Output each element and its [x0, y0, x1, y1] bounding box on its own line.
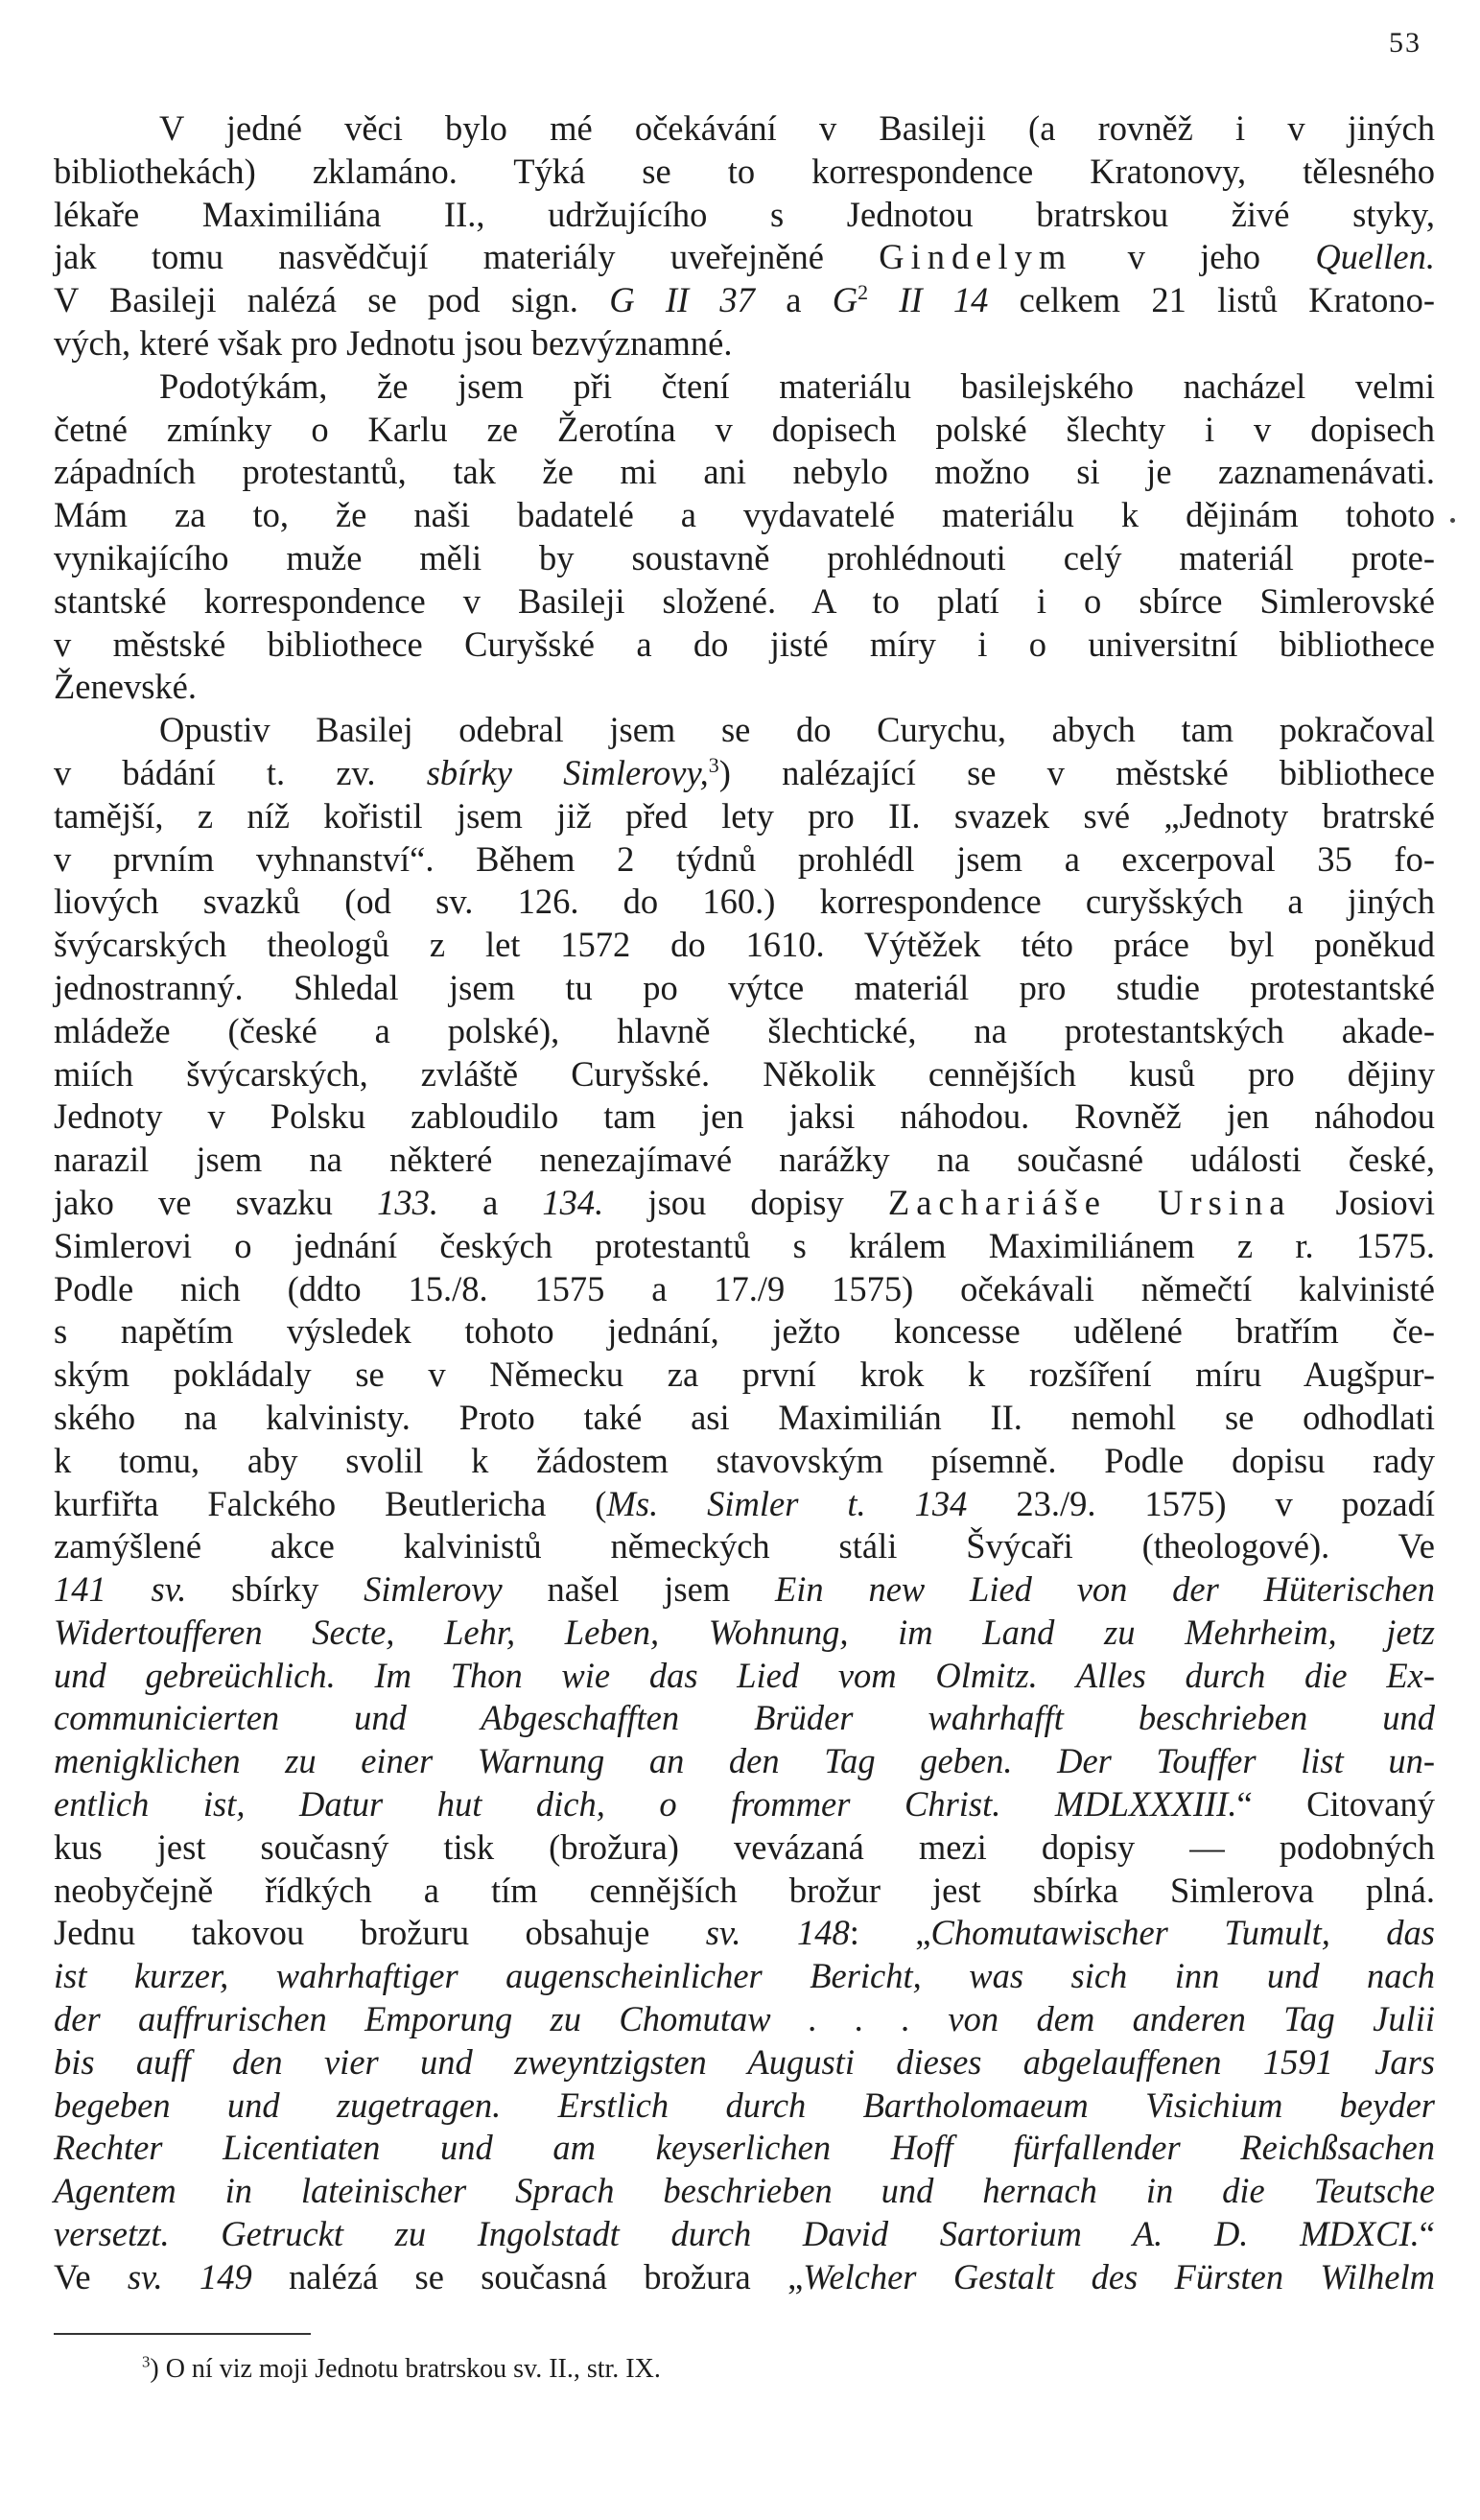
text-run: neobyčejně řídkých a tím cennějších brožur jest sbírka Simlerova plná. — [54, 1870, 1435, 1910]
text-run: Rechter Licentiaten und am keyserlichen Hoff fürfallender Reichßsachen — [54, 2128, 1435, 2168]
text-line — [54, 666, 1435, 709]
text-run: bibliothekách) zklamáno. Týká se to korrespondence Kratonovy, tělesného — [54, 151, 1435, 191]
text-line — [54, 1354, 1435, 1397]
text-line — [54, 1612, 1435, 1655]
text-line — [54, 107, 1435, 151]
text-line — [54, 624, 1435, 667]
text-line — [54, 2213, 1435, 2256]
text-line — [54, 1912, 1435, 1955]
text-line — [54, 409, 1435, 452]
text-run: G — [832, 280, 858, 320]
text-run: jak tomu nasvědčují materiály uveřejněné — [54, 237, 880, 277]
text-line — [54, 1525, 1435, 1568]
text-run: k tomu, aby svolil k žádostem stavovským písemně. Podle dopisu rady — [54, 1440, 1435, 1480]
body-text — [54, 107, 1435, 2299]
page-number: 53 — [1389, 27, 1421, 59]
text-run: ským pokládaly se v Německu za první krok k rozšíření míru Augšpur- — [54, 1354, 1435, 1395]
text-run: mládeže (české a polské), hlavně šlechtické, na protestantských akade- — [54, 1010, 1435, 1050]
text-line — [54, 1268, 1435, 1311]
text-line — [54, 967, 1435, 1010]
text-line — [54, 279, 1435, 322]
text-line — [54, 795, 1435, 838]
text-run: Simlerovy — [364, 1569, 503, 1610]
text-run: západních protestantů, tak že mi ani nebylo možno si je zaznamenávati. — [54, 452, 1435, 492]
text-run: Agentem in lateinischer Sprach beschrieben und hernach in die Teutsche — [54, 2171, 1435, 2211]
text-line — [54, 322, 1435, 365]
text-run: nalézá se současná brožura „ — [251, 2256, 804, 2296]
text-line — [54, 2127, 1435, 2170]
footnote-text: ) O ní viz moji Jednotu bratrskou sv. II., str. IX. — [150, 2354, 661, 2384]
text-run: jako ve svazku — [54, 1182, 378, 1222]
text-line — [54, 2041, 1435, 2084]
text-run: Ms. Simler t. 134 — [606, 1483, 968, 1523]
text-run: vých, které však pro Jednotu jsou bezvýznamné. — [54, 322, 733, 363]
text-line — [54, 1440, 1435, 1483]
text-line — [54, 1568, 1435, 1612]
text-line — [54, 1870, 1435, 1913]
text-run: Podle nich (ddto 15./8. 1575 a 17./9 1575) očekávali němečtí kalvinisté — [54, 1268, 1435, 1308]
text-run: vynikajícího muže měli by soustavně prohlédnouti celý materiál prote- — [54, 537, 1435, 577]
text-line — [54, 709, 1435, 752]
text-line — [54, 924, 1435, 967]
text-run: 134. — [542, 1182, 604, 1222]
text-run: v prvním vyhnanství“. Během 2 týdnů prohlédl jsem a excerpoval 35 fo- — [54, 838, 1435, 879]
text-run: narazil jsem na některé nenezajímavé narážky na současné události české, — [54, 1140, 1435, 1180]
text-run: Mám za to, že naši badatelé a vydavatelé materiálu k dějinám tohoto — [54, 495, 1435, 535]
footnote — [142, 2352, 661, 2387]
text-run: jednostranný. Shledal jsem tu po výtce materiál pro studie protestantské — [54, 967, 1435, 1007]
text-run: 141 sv. — [54, 1569, 187, 1610]
text-line — [54, 236, 1435, 279]
text-run: 23./9. 1575) v pozadí — [967, 1483, 1436, 1523]
text-line — [54, 1053, 1435, 1096]
text-run: zamýšlené akce kalvinistů německých stáli Švýcaři (theologové). Ve — [54, 1526, 1435, 1566]
text-run: : „ — [849, 1913, 931, 1953]
text-run: communicierten und Abgeschafften Brüder wahrhafft beschrieben und — [54, 1698, 1435, 1738]
text-run: Ein new Lied von der Hüterischen — [775, 1569, 1435, 1610]
text-line — [54, 1010, 1435, 1053]
text-run: “ Citovaný — [1236, 1784, 1435, 1825]
text-run: V jedné věci bylo mé očekávání v Basileji (a rovněž i v jiných — [159, 108, 1435, 148]
text-line — [54, 1483, 1435, 1526]
text-run: sv. 148 — [705, 1913, 850, 1953]
text-line — [54, 838, 1435, 882]
text-line — [54, 580, 1435, 624]
text-run: menigklichen zu einer Warnung an den Tag geben. Der Touffer list un- — [54, 1741, 1435, 1781]
text-run: v městské bibliothece Curyšské a do jisté míry i o universitní bibliothece — [54, 624, 1435, 664]
text-run: kurfiřta Falckého Beutlericha ( — [54, 1483, 607, 1523]
text-line — [54, 2084, 1435, 2128]
text-run: Quellen. — [1315, 237, 1435, 277]
text-run: Opustiv Basilej odebral jsem se do Curychu, abych tam pokračoval — [159, 710, 1435, 750]
text-run: bis auff den vier und zweyntzigsten Augusti dieses abgelauffenen 1591 Jars — [54, 2041, 1435, 2082]
text-run: Widertoufferen Secte, Lehr, Leben, Wohnung, im Land zu Mehrheim, jetz — [54, 1612, 1435, 1652]
text-run: liových svazků (od sv. 126. do 160.) korrespondence curyšských a jiných — [54, 882, 1435, 922]
text-run: v bádání t. zv. — [54, 752, 427, 792]
text-line — [54, 2170, 1435, 2213]
text-run: lékaře Maximiliána II., udržujícího s Jednotou bratrskou živé styky, — [54, 194, 1435, 234]
text-line — [54, 1310, 1435, 1354]
text-line — [54, 752, 1435, 795]
text-line — [54, 1139, 1435, 1182]
paragraph — [54, 709, 1435, 2298]
text-run: sbírky — [186, 1569, 364, 1610]
text-run: G II 37 — [609, 280, 755, 320]
text-run: sbírky Simlerovy, — [426, 752, 709, 792]
text-run: versetzt. Getruckt zu Ingolstadt durch David Sartorium A. D. MDXCI. — [54, 2214, 1420, 2254]
text-run: kus jest současný tisk (brožura) vevázaná mezi dopisy — podobných — [54, 1826, 1435, 1867]
text-run: četné zmínky o Karlu ze Žerotína v dopisech polské šlechty i v dopisech — [54, 409, 1435, 449]
text-run: Ženevské. — [54, 667, 197, 707]
text-run: našel jsem — [502, 1569, 775, 1610]
text-run: Welcher Gestalt des Fürsten Wilhelm — [803, 2256, 1435, 2296]
text-line — [54, 1182, 1435, 1225]
text-line — [54, 1095, 1435, 1139]
text-run: ) nalézající se v městské bibliothece — [718, 752, 1435, 792]
text-run: 2 — [857, 280, 869, 305]
text-run: V Basileji nalézá se pod sign. — [54, 280, 610, 320]
text-run: entlich ist, Datur hut dich, o frommer Christ. MDLXXXIII. — [54, 1784, 1237, 1825]
text-run: II 14 — [868, 280, 989, 320]
text-line — [54, 881, 1435, 924]
text-run: a — [437, 1182, 543, 1222]
text-run: s napětím výsledek tohoto jednání, ježto koncesse udělené bratřím če- — [54, 1311, 1435, 1352]
text-line — [54, 451, 1435, 494]
text-run: sv. 149 — [127, 2256, 252, 2296]
text-line — [54, 2256, 1435, 2299]
text-line — [54, 1826, 1435, 1870]
text-run: stantské korrespondence v Basileji složené. A to platí i o sbírce Simlerovské — [54, 580, 1435, 621]
text-run: a — [754, 280, 833, 320]
text-run: 3 — [708, 752, 719, 777]
text-run: “ — [1419, 2214, 1435, 2254]
text-run: Jednu takovou brožuru obsahuje — [54, 1913, 706, 1953]
text-run: Gindelym — [879, 237, 1073, 277]
footnote-rule — [54, 2333, 311, 2335]
text-run: jsou dopisy — [603, 1182, 888, 1222]
text-line — [54, 1655, 1435, 1698]
text-run: Chomutawischer Tumult, das — [930, 1913, 1435, 1953]
text-line — [54, 1783, 1435, 1826]
text-run: Ve — [54, 2256, 128, 2296]
text-line — [54, 1740, 1435, 1783]
text-run: der auffrurischen Emporung zu Chomutaw . . . von dem anderen Tag Julii — [54, 1999, 1435, 2039]
text-line — [54, 365, 1435, 409]
text-run: Podotýkám, že jsem při čtení materiálu basilejského nacházel velmi — [159, 365, 1435, 406]
text-run: Zachariáše Ursina — [887, 1182, 1292, 1222]
text-run: miích švýcarských, zvláště Curyšské. Několik cennějších kusů pro dějiny — [54, 1053, 1435, 1094]
text-line — [54, 1225, 1435, 1268]
text-line — [54, 1955, 1435, 1998]
text-run: Jednoty v Polsku zabloudilo tam jen jaksi náhodou. Rovněž jen náhodou — [54, 1096, 1435, 1137]
text-run: Josiovi — [1291, 1182, 1435, 1222]
text-line — [54, 151, 1435, 194]
text-run: švýcarských theologů z let 1572 do 1610. Výtěžek této práce byl poněkud — [54, 925, 1435, 965]
footnote-marker: 3 — [142, 2352, 151, 2371]
text-run: 133. — [377, 1182, 438, 1222]
text-run: ského na kalvinisty. Proto také asi Maximilián II. nemohl se odhodlati — [54, 1397, 1435, 1437]
text-line — [54, 1998, 1435, 2041]
text-line — [54, 537, 1435, 580]
text-run: ist kurzer, wahrhaftiger augenscheinlicher Bericht, was sich inn und nach — [54, 1956, 1435, 1996]
text-line — [54, 194, 1435, 237]
text-line — [54, 1697, 1435, 1740]
paragraph — [54, 365, 1435, 709]
paragraph — [54, 107, 1435, 365]
text-line — [54, 494, 1435, 537]
margin-mark — [1450, 518, 1455, 523]
text-line — [54, 1397, 1435, 1440]
text-run: Simlerovi o jednání českých protestantů s králem Maximiliánem z r. 1575. — [54, 1225, 1435, 1265]
text-run: tamější, z níž kořistil jsem již před lety pro II. svazek své „Jednoty bratrské — [54, 795, 1435, 836]
text-run: begeben und zugetragen. Erstlich durch Bartholomaeum Visichium beyder — [54, 2084, 1435, 2125]
text-run: celkem 21 listů Kratono- — [988, 280, 1436, 320]
text-run: und gebreüchlich. Im Thon wie das Lied vom Olmitz. Alles durch die Ex- — [54, 1655, 1435, 1695]
text-run: v jeho — [1072, 237, 1316, 277]
